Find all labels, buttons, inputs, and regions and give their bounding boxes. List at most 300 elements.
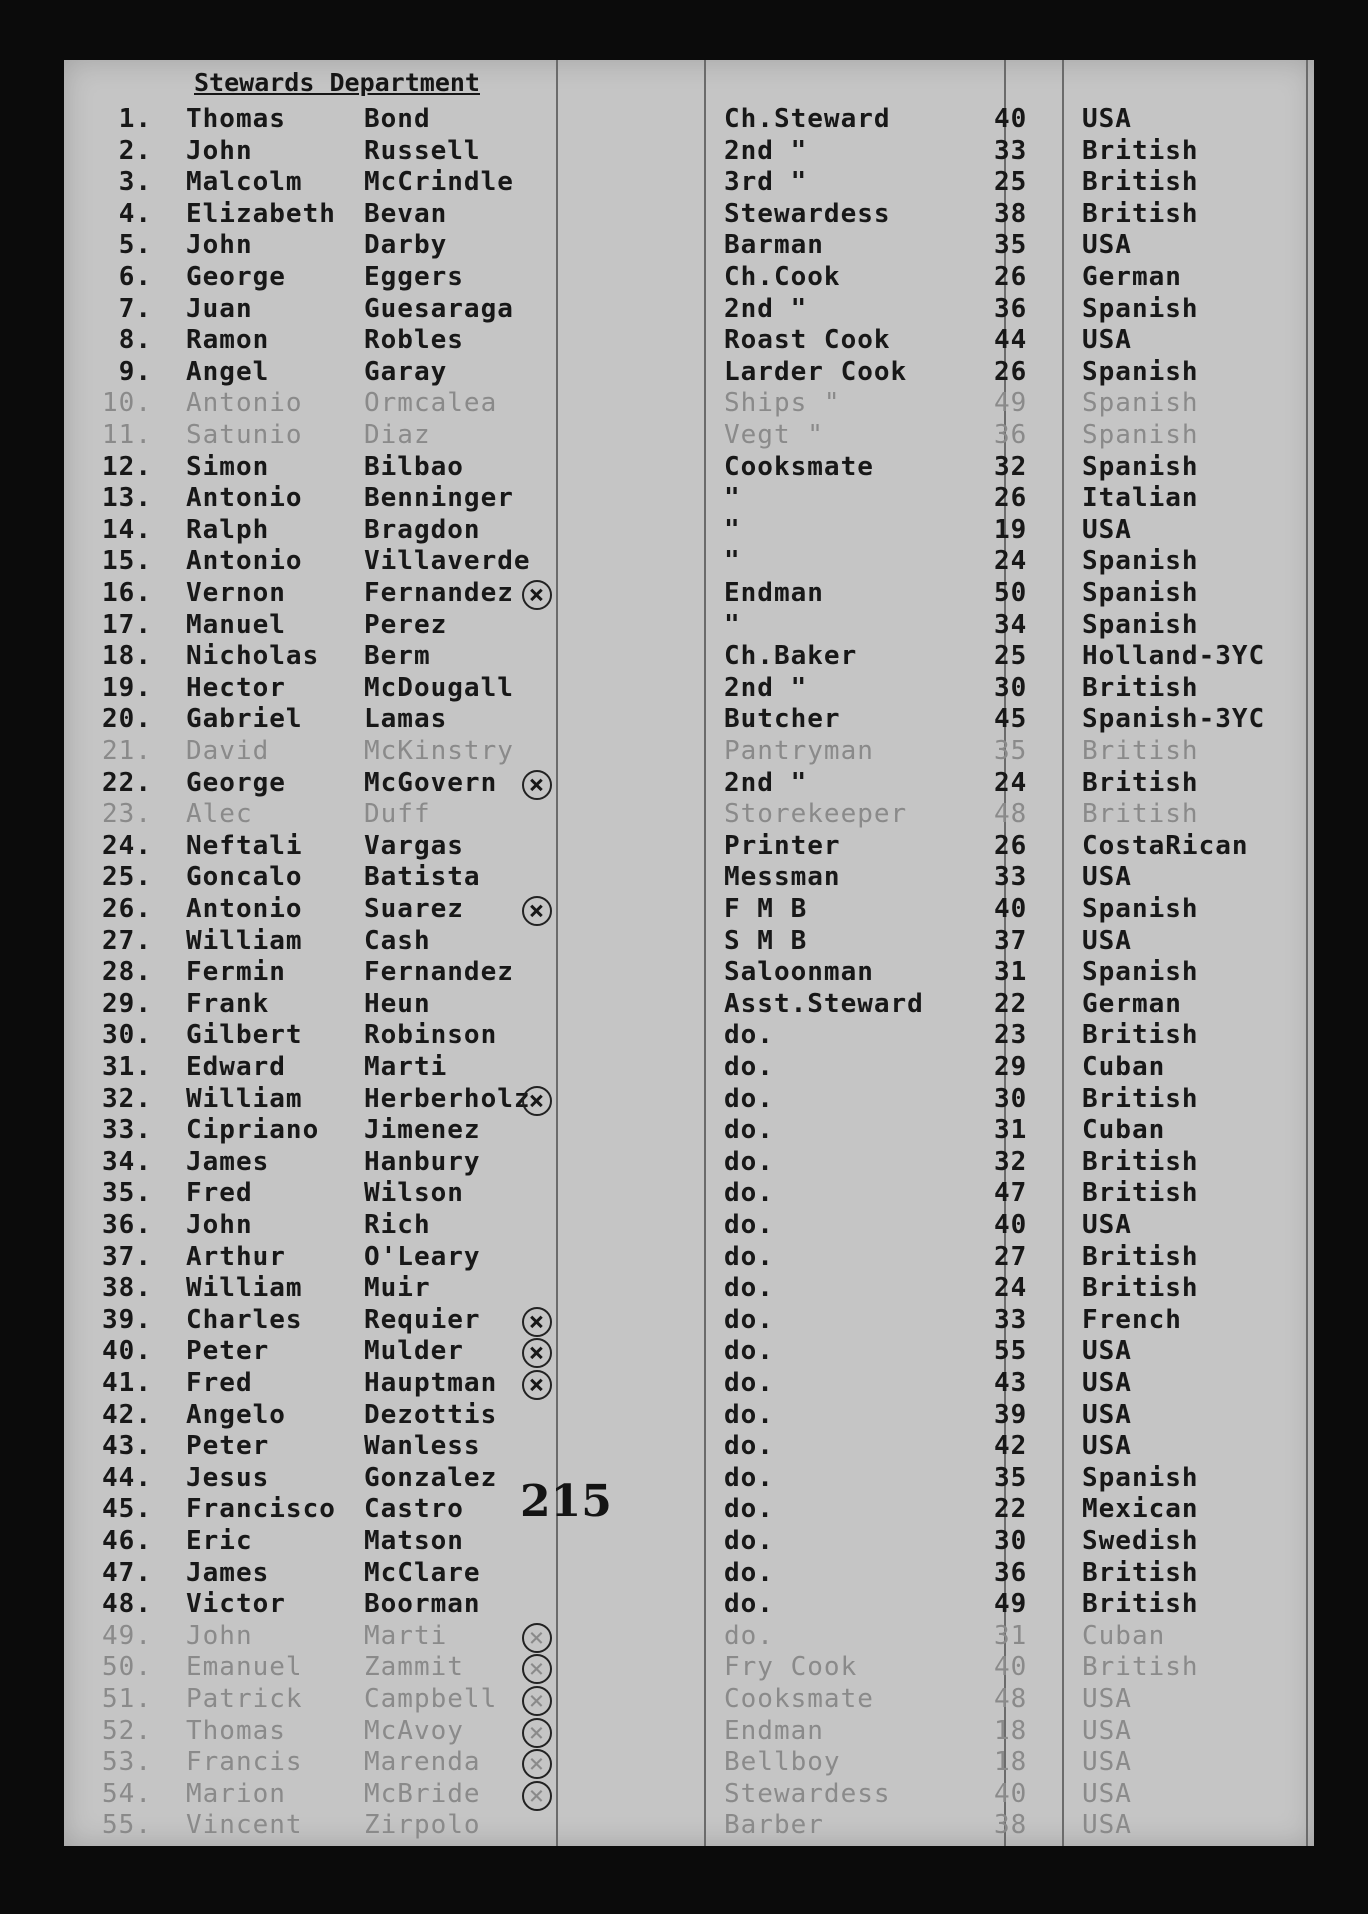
nationality: Spanish <box>1082 1462 1199 1493</box>
position: Fry Cook <box>724 1652 858 1683</box>
last-name: Rich <box>364 1210 431 1240</box>
crew-row <box>64 1779 1314 1810</box>
position: do. <box>724 1052 774 1082</box>
position: Printer <box>724 830 841 861</box>
row-number: 21. <box>102 736 152 766</box>
row-number: 14. <box>102 514 152 545</box>
crew-row <box>64 1273 1314 1304</box>
crew-row <box>64 894 1314 925</box>
first-name: Alec <box>186 799 253 830</box>
crew-row <box>64 1147 1314 1178</box>
crew-row <box>64 294 1314 325</box>
first-name: Arthur <box>186 1241 286 1272</box>
age: 26 <box>994 830 1028 861</box>
age: 19 <box>994 514 1028 545</box>
age: 30 <box>994 1526 1028 1556</box>
last-name: Villaverde <box>364 546 531 577</box>
age: 45 <box>994 704 1028 735</box>
age: 39 <box>994 1399 1028 1430</box>
crew-row <box>64 831 1314 862</box>
nationality: French <box>1082 1304 1182 1335</box>
first-name: John <box>186 1620 253 1651</box>
last-name: Benninger <box>364 483 514 514</box>
last-name: Eggers <box>364 262 464 292</box>
nationality: British <box>1082 1652 1199 1683</box>
nationality: USA <box>1082 1747 1132 1778</box>
position: Butcher <box>724 704 841 735</box>
first-name: Juan <box>186 293 253 324</box>
first-name: Charles <box>186 1304 303 1335</box>
position: Roast Cook <box>724 325 891 356</box>
last-name: Marenda <box>364 1747 481 1778</box>
age: 33 <box>994 862 1028 893</box>
age: 35 <box>994 736 1028 766</box>
crew-row <box>64 1242 1314 1273</box>
age: 24 <box>994 767 1028 798</box>
crew-row <box>64 1810 1314 1841</box>
first-name: Ramon <box>186 325 270 356</box>
position: Endman <box>724 578 824 608</box>
circled-x-mark-icon: × <box>522 1623 552 1653</box>
nationality: British <box>1082 198 1199 229</box>
nationality: British <box>1082 767 1199 798</box>
row-number: 41. <box>102 1368 152 1398</box>
crew-row <box>64 483 1314 514</box>
age: 31 <box>994 1620 1028 1651</box>
first-name: Cipriano <box>186 1115 320 1146</box>
row-number: 45. <box>102 1494 152 1525</box>
position: Storekeeper <box>724 799 908 830</box>
nationality: British <box>1082 167 1199 198</box>
crew-row <box>64 515 1314 546</box>
crew-row <box>64 641 1314 672</box>
age: 50 <box>994 578 1028 608</box>
last-name: McCrindle <box>364 167 514 198</box>
nationality: Cuban <box>1082 1620 1166 1651</box>
nationality: Spanish-3YC <box>1082 704 1266 735</box>
position: Bellboy <box>724 1747 841 1778</box>
crew-row <box>64 1652 1314 1683</box>
row-number: 40. <box>102 1336 152 1367</box>
nationality: British <box>1082 1083 1199 1114</box>
last-name: Diaz <box>364 420 431 450</box>
first-name: James <box>186 1146 270 1177</box>
age: 55 <box>994 1336 1028 1367</box>
crew-row <box>64 1210 1314 1241</box>
crew-row <box>64 199 1314 230</box>
first-name: Antonio <box>186 546 303 577</box>
nationality: CostaRican <box>1082 830 1249 861</box>
position: Ch.Baker <box>724 641 858 672</box>
row-number: 49. <box>102 1620 152 1651</box>
position: do. <box>724 1336 774 1367</box>
nationality: Holland-3YC <box>1082 641 1266 672</box>
position: F M B <box>724 894 808 924</box>
position: do. <box>724 1115 774 1146</box>
age: 32 <box>994 451 1028 482</box>
first-name: Angelo <box>186 1399 286 1430</box>
first-name: Fred <box>186 1368 253 1398</box>
row-number: 9. <box>118 356 152 387</box>
age: 31 <box>994 1115 1028 1146</box>
last-name: Wanless <box>364 1431 481 1462</box>
row-number: 24. <box>102 830 152 861</box>
nationality: British <box>1082 1020 1199 1051</box>
crew-row <box>64 1621 1314 1652</box>
position: 2nd " <box>724 135 808 166</box>
circled-x-mark-icon: × <box>522 1338 552 1368</box>
last-name: Requier <box>364 1304 481 1335</box>
nationality: Spanish <box>1082 388 1199 419</box>
position: Barber <box>724 1810 824 1841</box>
row-number: 36. <box>102 1210 152 1240</box>
crew-row <box>64 104 1314 135</box>
nationality: Mexican <box>1082 1494 1199 1525</box>
first-name: Patrick <box>186 1684 303 1714</box>
row-number: 15. <box>102 546 152 577</box>
last-name: Russell <box>364 135 481 166</box>
row-number: 13. <box>102 483 152 514</box>
nationality: USA <box>1082 514 1132 545</box>
last-name: McDougall <box>364 672 514 703</box>
age: 26 <box>994 356 1028 387</box>
last-name: Marti <box>364 1620 448 1651</box>
crew-row <box>64 1747 1314 1778</box>
row-number: 47. <box>102 1557 152 1588</box>
position: do. <box>724 1526 774 1556</box>
age: 40 <box>994 894 1028 924</box>
age: 35 <box>994 230 1028 261</box>
circled-x-mark-icon: × <box>522 1749 552 1779</box>
age: 24 <box>994 1273 1028 1304</box>
row-number: 4. <box>118 198 152 229</box>
last-name: Duff <box>364 799 431 830</box>
age: 22 <box>994 1494 1028 1525</box>
nationality: British <box>1082 135 1199 166</box>
first-name: Gabriel <box>186 704 303 735</box>
last-name: Fernandez <box>364 957 514 988</box>
last-name: Jimenez <box>364 1115 481 1146</box>
nationality: Spanish <box>1082 451 1199 482</box>
first-name: Francisco <box>186 1494 336 1525</box>
last-name: Marti <box>364 1052 448 1082</box>
row-number: 28. <box>102 957 152 988</box>
age: 40 <box>994 104 1028 134</box>
crew-row <box>64 1020 1314 1051</box>
row-number: 19. <box>102 672 152 703</box>
row-number: 33. <box>102 1115 152 1146</box>
row-number: 23. <box>102 799 152 830</box>
first-name: William <box>186 1273 303 1304</box>
age: 25 <box>994 167 1028 198</box>
position: Ch.Steward <box>724 104 891 134</box>
age: 24 <box>994 546 1028 577</box>
crew-row <box>64 357 1314 388</box>
first-name: Edward <box>186 1052 286 1082</box>
row-number: 32. <box>102 1083 152 1114</box>
crew-row <box>64 388 1314 419</box>
first-name: Hector <box>186 672 286 703</box>
first-name: Malcolm <box>186 167 303 198</box>
row-number: 51. <box>102 1684 152 1714</box>
age: 49 <box>994 388 1028 419</box>
nationality: German <box>1082 988 1182 1019</box>
circled-x-mark-icon: × <box>522 1654 552 1684</box>
first-name: Antonio <box>186 483 303 514</box>
last-name: Boorman <box>364 1589 481 1620</box>
age: 31 <box>994 957 1028 988</box>
crew-row <box>64 989 1314 1020</box>
page-number-stamp: 215 <box>520 1476 612 1527</box>
row-number: 2. <box>118 135 152 166</box>
circled-x-mark-icon: × <box>522 1781 552 1811</box>
position: " <box>724 609 741 640</box>
age: 30 <box>994 1083 1028 1114</box>
crew-row <box>64 768 1314 799</box>
circled-x-mark-icon: × <box>522 770 552 800</box>
nationality: British <box>1082 1589 1199 1620</box>
age: 33 <box>994 135 1028 166</box>
last-name: Guesaraga <box>364 293 514 324</box>
age: 36 <box>994 293 1028 324</box>
nationality: USA <box>1082 1684 1132 1714</box>
first-name: Fermin <box>186 957 286 988</box>
last-name: Garay <box>364 356 448 387</box>
last-name: Bilbao <box>364 451 464 482</box>
first-name: Peter <box>186 1336 270 1367</box>
position: do. <box>724 1083 774 1114</box>
row-number: 6. <box>118 262 152 292</box>
row-number: 22. <box>102 767 152 798</box>
first-name: John <box>186 230 253 261</box>
last-name: Bond <box>364 104 431 134</box>
nationality: Swedish <box>1082 1526 1199 1556</box>
position: Saloonman <box>724 957 874 988</box>
first-name: Jesus <box>186 1462 270 1493</box>
last-name: Zammit <box>364 1652 464 1683</box>
position: Messman <box>724 862 841 893</box>
row-number: 53. <box>102 1747 152 1778</box>
last-name: Wilson <box>364 1178 464 1209</box>
row-number: 31. <box>102 1052 152 1082</box>
row-number: 11. <box>102 420 152 450</box>
nationality: Spanish <box>1082 356 1199 387</box>
last-name: Gonzalez <box>364 1462 498 1493</box>
last-name: Robinson <box>364 1020 498 1051</box>
first-name: Francis <box>186 1747 303 1778</box>
crew-row <box>64 578 1314 609</box>
age: 25 <box>994 641 1028 672</box>
nationality: British <box>1082 1178 1199 1209</box>
age: 42 <box>994 1431 1028 1462</box>
age: 23 <box>994 1020 1028 1051</box>
age: 32 <box>994 1146 1028 1177</box>
crew-row <box>64 926 1314 957</box>
position: Larder Cook <box>724 356 908 387</box>
last-name: Bevan <box>364 198 448 229</box>
position: 2nd " <box>724 293 808 324</box>
first-name: Gilbert <box>186 1020 303 1051</box>
last-name: Castro <box>364 1494 464 1525</box>
first-name: Simon <box>186 451 270 482</box>
position: Pantryman <box>724 736 874 766</box>
age: 29 <box>994 1052 1028 1082</box>
nationality: British <box>1082 1273 1199 1304</box>
nationality: British <box>1082 672 1199 703</box>
row-number: 38. <box>102 1273 152 1304</box>
age: 18 <box>994 1715 1028 1746</box>
position: Ships " <box>724 388 841 419</box>
position: Cooksmate <box>724 1684 874 1714</box>
nationality: British <box>1082 1241 1199 1272</box>
first-name: Peter <box>186 1431 270 1462</box>
position: do. <box>724 1146 774 1177</box>
first-name: David <box>186 736 270 766</box>
last-name: Mulder <box>364 1336 464 1367</box>
position: do. <box>724 1620 774 1651</box>
position: do. <box>724 1304 774 1335</box>
last-name: O'Leary <box>364 1241 481 1272</box>
position: S M B <box>724 925 808 956</box>
position: Barman <box>724 230 824 261</box>
row-number: 48. <box>102 1589 152 1620</box>
row-number: 3. <box>118 167 152 198</box>
row-number: 20. <box>102 704 152 735</box>
age: 38 <box>994 198 1028 229</box>
crew-row <box>64 1052 1314 1083</box>
last-name: Hauptman <box>364 1368 498 1398</box>
first-name: Antonio <box>186 894 303 924</box>
nationality: German <box>1082 262 1182 292</box>
last-name: Darby <box>364 230 448 261</box>
crew-row <box>64 1178 1314 1209</box>
first-name: Thomas <box>186 104 286 134</box>
age: 18 <box>994 1747 1028 1778</box>
first-name: William <box>186 925 303 956</box>
row-number: 8. <box>118 325 152 356</box>
position: 2nd " <box>724 767 808 798</box>
nationality: USA <box>1082 1810 1132 1841</box>
crew-row <box>64 1716 1314 1747</box>
row-number: 37. <box>102 1241 152 1272</box>
position: do. <box>724 1178 774 1209</box>
age: 27 <box>994 1241 1028 1272</box>
crew-row <box>64 610 1314 641</box>
position: do. <box>724 1210 774 1240</box>
last-name: Cash <box>364 925 431 956</box>
position: do. <box>724 1273 774 1304</box>
crew-row <box>64 1494 1314 1525</box>
last-name: Batista <box>364 862 481 893</box>
circled-x-mark-icon: × <box>522 580 552 610</box>
row-number: 34. <box>102 1146 152 1177</box>
circled-x-mark-icon: × <box>522 1307 552 1337</box>
row-number: 50. <box>102 1652 152 1683</box>
first-name: Antonio <box>186 388 303 419</box>
row-number: 5. <box>118 230 152 261</box>
position: " <box>724 483 741 514</box>
nationality: Spanish <box>1082 546 1199 577</box>
first-name: John <box>186 135 253 166</box>
crew-row <box>64 546 1314 577</box>
position: Ch.Cook <box>724 262 841 292</box>
row-number: 43. <box>102 1431 152 1462</box>
last-name: Ormcalea <box>364 388 498 419</box>
position: do. <box>724 1462 774 1493</box>
crew-row <box>64 1084 1314 1115</box>
row-number: 10. <box>102 388 152 419</box>
crew-row <box>64 420 1314 451</box>
nationality: Cuban <box>1082 1115 1166 1146</box>
circled-x-mark-icon: × <box>522 1370 552 1400</box>
row-number: 16. <box>102 578 152 608</box>
first-name: Victor <box>186 1589 286 1620</box>
crew-row <box>64 325 1314 356</box>
last-name: McAvoy <box>364 1715 464 1746</box>
nationality: USA <box>1082 862 1132 893</box>
first-name: Satunio <box>186 420 303 450</box>
circled-x-mark-icon: × <box>522 1686 552 1716</box>
nationality: USA <box>1082 1399 1132 1430</box>
row-number: 39. <box>102 1304 152 1335</box>
row-number: 18. <box>102 641 152 672</box>
first-name: Emanuel <box>186 1652 303 1683</box>
nationality: USA <box>1082 1336 1132 1367</box>
position: do. <box>724 1431 774 1462</box>
first-name: Nicholas <box>186 641 320 672</box>
nationality: Spanish <box>1082 609 1199 640</box>
row-number: 30. <box>102 1020 152 1051</box>
row-number: 25. <box>102 862 152 893</box>
crew-row <box>64 1336 1314 1367</box>
first-name: John <box>186 1210 253 1240</box>
age: 48 <box>994 1684 1028 1714</box>
first-name: Elizabeth <box>186 198 336 229</box>
last-name: Heun <box>364 988 431 1019</box>
nationality: Cuban <box>1082 1052 1166 1082</box>
last-name: Hanbury <box>364 1146 481 1177</box>
crew-row <box>64 673 1314 704</box>
position: Asst.Steward <box>724 988 924 1019</box>
nationality: British <box>1082 1146 1199 1177</box>
nationality: USA <box>1082 104 1132 134</box>
last-name: McBride <box>364 1778 481 1809</box>
last-name: Berm <box>364 641 431 672</box>
crew-row <box>64 799 1314 830</box>
age: 26 <box>994 483 1028 514</box>
crew-row <box>64 704 1314 735</box>
nationality: Spanish <box>1082 957 1199 988</box>
nationality: USA <box>1082 1431 1132 1462</box>
row-number: 54. <box>102 1778 152 1809</box>
first-name: George <box>186 767 286 798</box>
age: 38 <box>994 1810 1028 1841</box>
position: 2nd " <box>724 672 808 703</box>
row-number: 17. <box>102 609 152 640</box>
first-name: Manuel <box>186 609 286 640</box>
first-name: Goncalo <box>186 862 303 893</box>
crew-row <box>64 167 1314 198</box>
position: Stewardess <box>724 1778 891 1809</box>
age: 40 <box>994 1778 1028 1809</box>
last-name: Dezottis <box>364 1399 498 1430</box>
age: 47 <box>994 1178 1028 1209</box>
age: 36 <box>994 420 1028 450</box>
last-name: Bragdon <box>364 514 481 545</box>
crew-row <box>64 862 1314 893</box>
last-name: Robles <box>364 325 464 356</box>
age: 34 <box>994 609 1028 640</box>
